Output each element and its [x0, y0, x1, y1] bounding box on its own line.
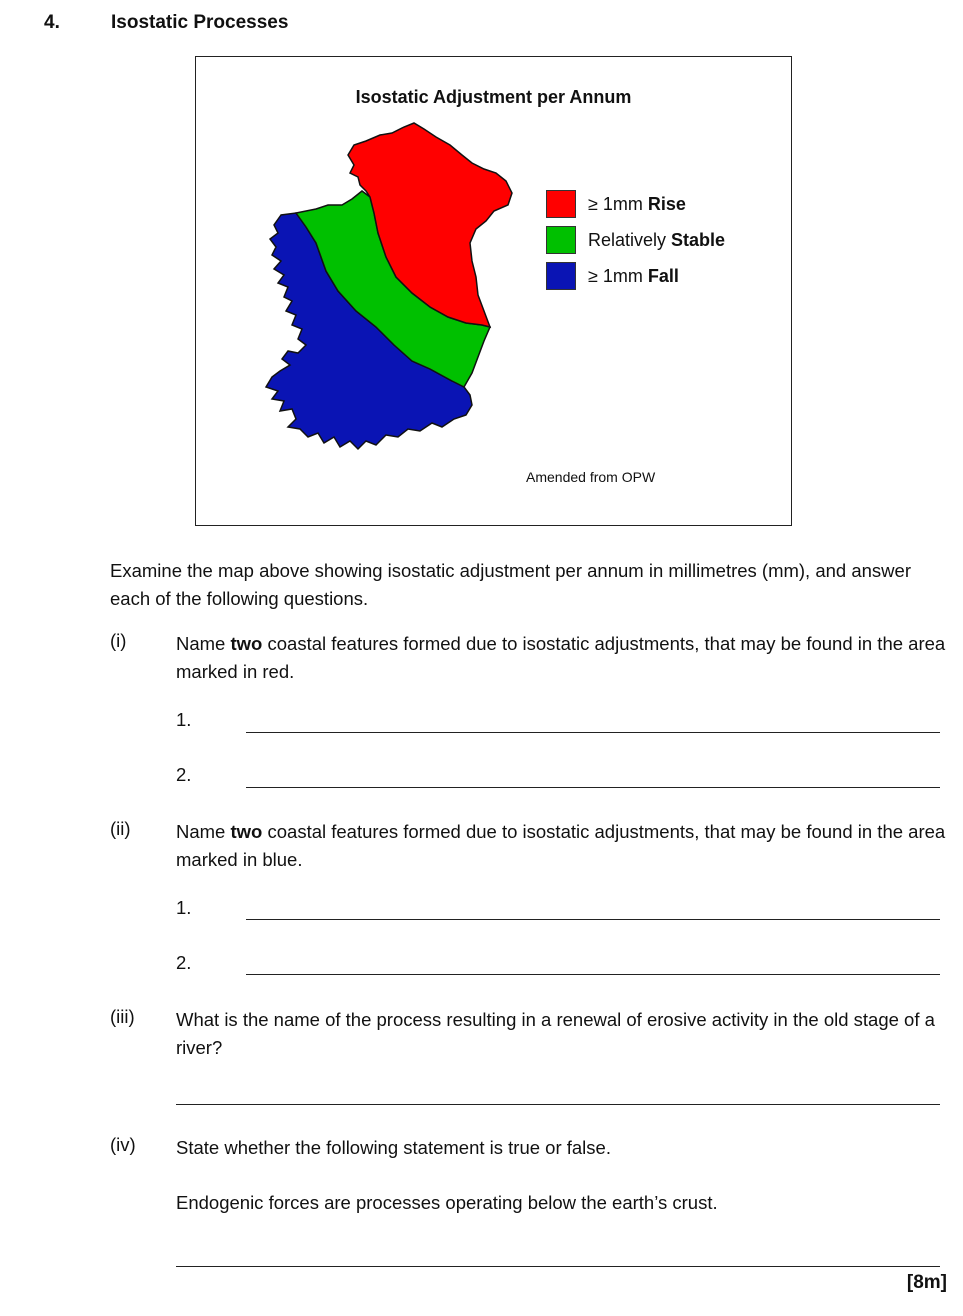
part-iii-label: (iii) [110, 1006, 135, 1027]
question-number: 4. [44, 12, 60, 33]
part-iv-label: (iv) [110, 1134, 136, 1155]
part-iv-answer-line[interactable] [176, 1266, 940, 1267]
part-ii-answer-1-line[interactable] [246, 919, 940, 920]
legend-swatch-stable [546, 226, 576, 254]
map-source: Amended from OPW [526, 469, 656, 485]
part-ii-answer-2-number: 2. [176, 952, 192, 973]
part-ii-question: Name two coastal features formed due to isostatic adjustments, that may be found in the area marked in blue. [176, 821, 946, 870]
legend-item-stable: Relatively Stable [546, 223, 725, 257]
part-ii-answer-1-number: 1. [176, 897, 192, 918]
legend-item-rise: ≥ 1mm Rise [546, 187, 725, 221]
part-ii-answer-2-line[interactable] [246, 974, 940, 975]
map-title: Isostatic Adjustment per Annum [355, 87, 632, 107]
marks-total: [8m] [906, 1272, 947, 1293]
part-i-answer-1-number: 1. [176, 709, 192, 730]
legend-item-fall: ≥ 1mm Fall [546, 259, 725, 293]
part-ii-label: (ii) [110, 818, 131, 839]
part-iv-statement: Endogenic forces are processes operating below the earth’s crust. [176, 1192, 718, 1213]
part-i-answer-2-line[interactable] [246, 787, 940, 788]
legend-swatch-rise [546, 190, 576, 218]
part-i-answer-2-number: 2. [176, 764, 192, 785]
part-i-answer-1-line[interactable] [246, 732, 940, 733]
part-i-question: Name two coastal features formed due to isostatic adjustments, that may be found in the area marked in red. [176, 633, 946, 682]
part-iii-answer-line[interactable] [176, 1104, 940, 1105]
part-iii-question: What is the name of the process resulting in a renewal of erosive activity in the old stage of a river? [176, 1009, 935, 1058]
part-i-label: (i) [110, 630, 127, 651]
ireland-map [226, 115, 546, 485]
map-figure [195, 56, 792, 526]
question-title: Isostatic Processes [111, 12, 289, 33]
legend-swatch-fall [546, 262, 576, 290]
map-legend [546, 187, 725, 295]
intro-text: Examine the map above showing isostatic adjustment per annum in millimetres (mm), and answer each of the following questions. [110, 560, 911, 609]
part-iv-question: State whether the following statement is true or false. [176, 1137, 611, 1158]
